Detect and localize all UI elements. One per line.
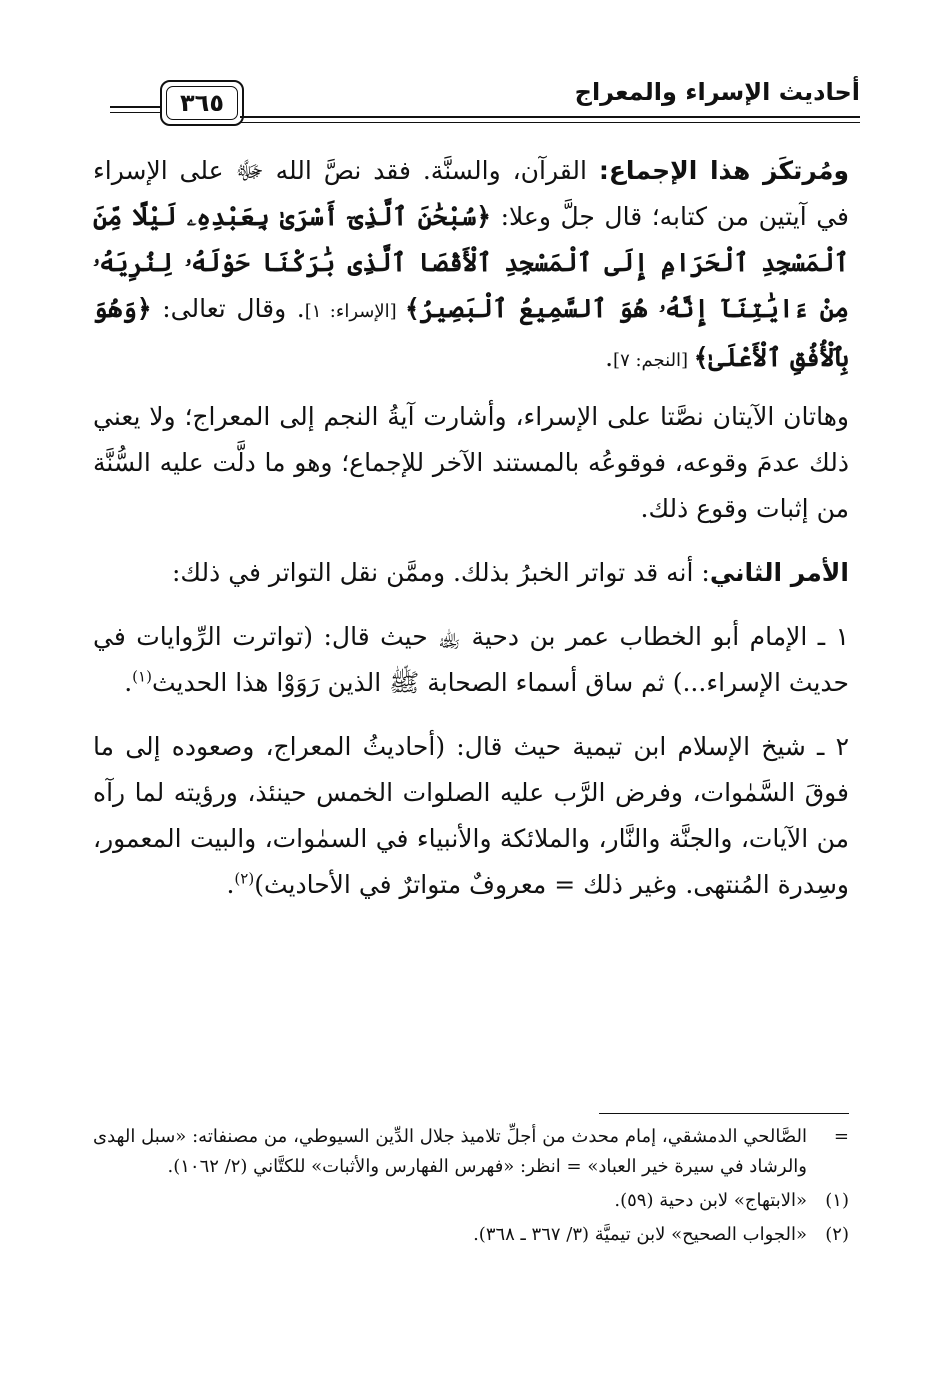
paragraph-text: . — [605, 343, 614, 372]
paragraph-second-matter — [93, 550, 849, 596]
paragraph-item-1 — [93, 614, 849, 706]
paragraph-consensus-basis — [93, 148, 849, 384]
footnote-mark: = — [833, 1126, 849, 1147]
main-text — [93, 148, 849, 926]
page-number-frame — [160, 80, 244, 126]
header-rule-left-thin — [110, 112, 160, 113]
paragraph-lead: الأمر الثاني — [709, 558, 849, 587]
footnote-separator — [599, 1113, 849, 1114]
footnote — [93, 1186, 849, 1216]
footnote-mark: (١) — [825, 1190, 849, 1211]
running-title: أحاديث الإسراء والمعراج — [574, 78, 860, 106]
paragraph-lead: ومُرتكَز هذا الإجماع: — [598, 156, 849, 185]
header-rule-left — [110, 106, 160, 108]
paragraph-text: القرآن، والسنَّة. فقد نصَّ الله ﷻ على الإسراء في آيتين من كتابه؛ قال جلَّ وعلا: — [93, 156, 849, 231]
footnote-text: الصَّالحي الدمشقي، إمام محدث من أجلِّ تلاميذ جلال الدِّين السيوطي، من مصنفاته: «سبل الهدى والرشاد في سيرة خير العباد» = انظر: «فهرس الفهارس والأثبات» للكتَّاني (٢/ ١٠٦٢). — [93, 1126, 807, 1177]
footnote-text: «الابتهاج» لابن دحية (٥٩). — [614, 1190, 807, 1211]
footnote-reference: (١) — [132, 667, 152, 686]
paragraph-text: . وقال تعالى: — [151, 294, 305, 323]
paragraph-text: ١ ـ الإمام أبو الخطاب عمر بن دحية ﵀ حيث قال: (تواترت الرِّوايات في حديث الإسراء...) ثم ساق أسماء الصحابة ﷺ الذين رَوَوْا هذا الحديث — [93, 622, 849, 697]
footnote — [93, 1122, 849, 1182]
header-rule-thin — [240, 122, 860, 123]
footnotes — [93, 1122, 849, 1254]
footnote-text: «الجواب الصحيح» لابن تيميَّة (٣/ ٣٦٧ ـ ٣٦٨). — [473, 1224, 807, 1245]
paragraph-item-2 — [93, 724, 849, 908]
paragraph-text: . — [124, 668, 133, 697]
header-rule — [240, 116, 860, 118]
verse-reference: [النجم: ٧] — [613, 350, 694, 371]
page-number: ٣٦٥ — [180, 89, 224, 117]
paragraph-two-verses: وهاتان الآيتان نصَّتا على الإسراء، وأشارت آيةُ النجم إلى المعراج؛ ولا يعني ذلك عدمَ وقوعه، فوقوعُه بالمستند الآخر للإجماع؛ وهو ما دلَّت عليه السُّنَّة من إثبات وقوع ذلك. — [93, 402, 849, 523]
footnote-reference: (٢) — [234, 869, 255, 888]
footnote-mark: (٢) — [825, 1224, 849, 1245]
paragraph-text: ٢ ـ شيخ الإسلام ابن تيمية حيث قال: (أحاديثُ المعراج، وصعوده إلى ما فوقَ السَّمٰوات، وفرض الرَّب عليه الصلوات الخمس حينئذ، ورؤيته لما رآه من الآيات، والجنَّة والنَّار، والملائكة والأنبياء في السمٰوات، والبيت المعمور، وسِدرة المُنتهى. وغير ذلك = معروفٌ متواترٌ في الأحاديث) — [93, 732, 849, 899]
quran-verse: ﴿سُبْحَٰنَ ٱلَّذِىٓ أَسْرَىٰ بِعَبْدِهِۦ لَيْلًا مِّنَ ٱلْمَسْجِدِ ٱلْحَرَامِ إِلَى ٱلْمَسْجِدِ ٱلْأَقْصَا ٱلَّذِى بَٰرَكْنَا حَوْلَهُۥ لِنُرِيَهُۥ مِنْ ءَايَٰتِنَآ إِنَّهُۥ هُوَ ٱلسَّمِيعُ ٱلْبَصِيرُ﴾ — [93, 202, 849, 323]
paragraph-text: : أنه قد تواتر الخبرُ بذلك. وممَّن نقل التواتر في ذلك: — [172, 558, 710, 587]
paragraph-text: . — [226, 870, 235, 899]
footnote — [93, 1220, 849, 1250]
verse-reference: [الإسراء: ١] — [304, 301, 406, 322]
quran-verse: ﴿وَهُوَ بِٱلْأُفُقِ ٱلْأَعْلَىٰ﴾ — [93, 294, 849, 372]
page-header — [100, 60, 860, 130]
